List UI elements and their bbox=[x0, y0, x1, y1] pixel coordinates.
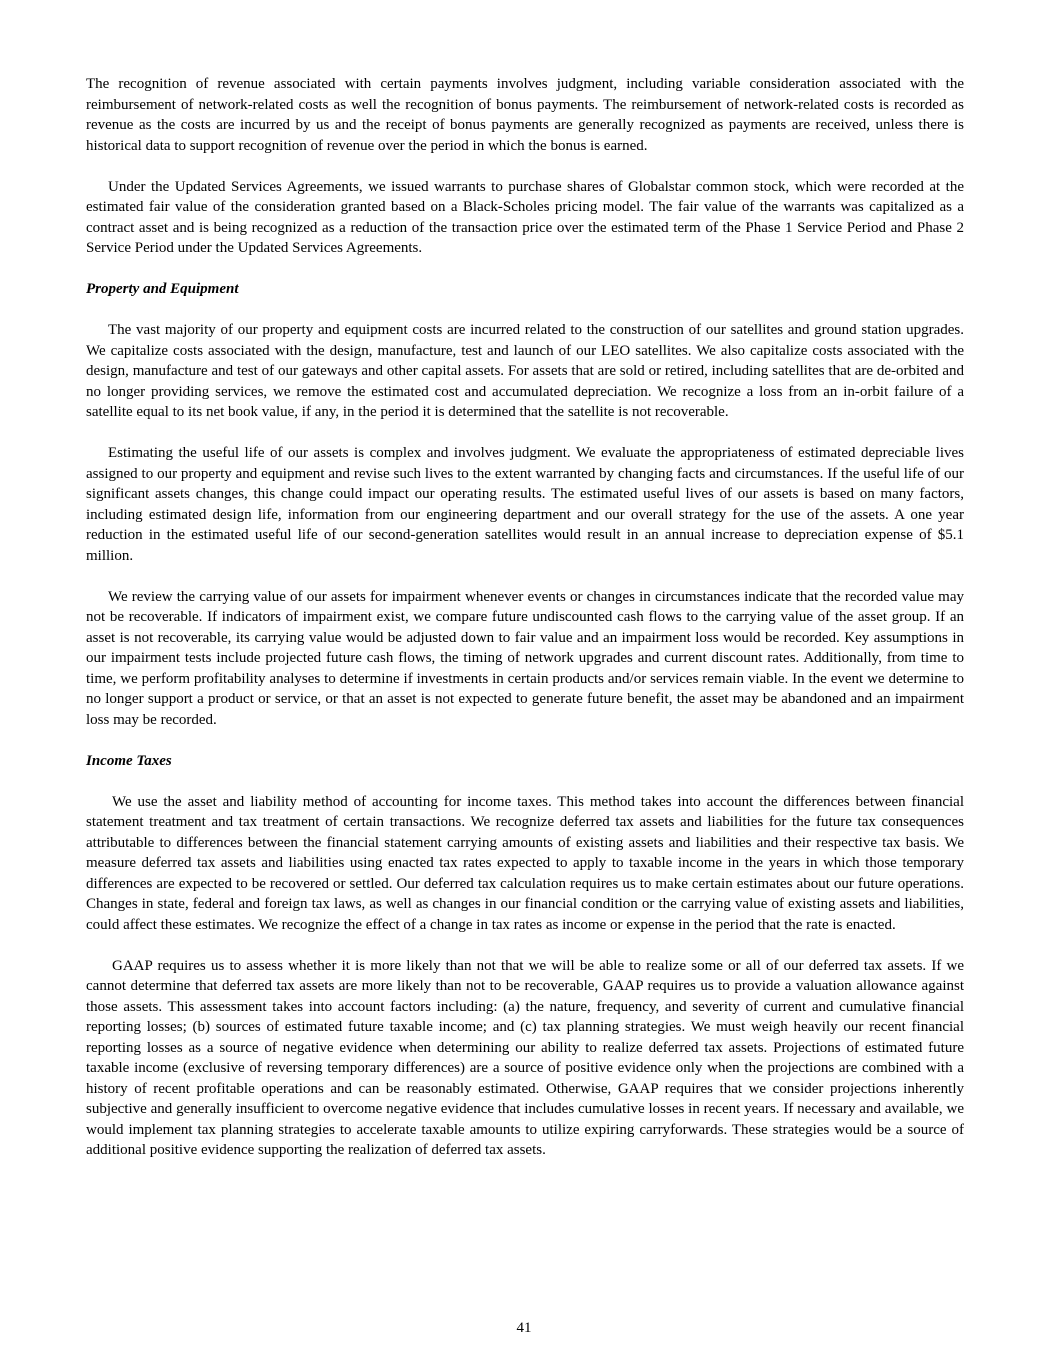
revenue-paragraph-2: Under the Updated Services Agreements, we issued warrants to purchase shares of Globalstar common stock, which were recorded at the estimated fair value of the consideration granted based on a Black-Scholes pricing model. The fair value of the warrants was capitalized as a contract asset and is being recognized as a reduction of the transaction price over the estimated term of the Phase 1 Service Period and Phase 2 Service Period under the Updated Services Agreements. bbox=[86, 178, 964, 256]
taxes-heading: Income Taxes bbox=[86, 752, 172, 769]
property-heading: Property and Equipment bbox=[86, 281, 239, 297]
property-paragraph-2: Estimating the useful life of our assets is complex and involves judgment. We evaluate the appropriateness of estimated depreciable lives assigned to our property and equipment and revise such lives to the extent warranted by changing facts and circumstances. If the useful life of our significant assets changes, this change could impact our operating results. The estimated useful lives of our assets is based on many factors, including estimated design life, information from our engineering department and our overall strategy for the use of the assets. A one year reduction in the estimated useful life of our second-generation satellites would result in an annual increase to depreciation expense of $5.1 million. bbox=[86, 445, 964, 564]
property-paragraph-3: We review the carrying value of our assets for impairment whenever events or changes in circumstances indicate that the recorded value may not be recoverable. If indicators of impairment exist, we compare future undiscounted cash flows to the carrying value of the asset group. If an asset is not recoverable, its carrying value would be adjusted down to fair value and an impairment loss would be recorded. Key assumptions in our impairment tests include projected future cash flows, the timing of network upgrades and current discount rates. Additionally, from time to time, we perform profitability analyses to determine if investments in certain products and/or services remain viable. In the event we determine to no longer support a product or service, or that an asset is not expected to generate future benefit, the asset may be abandoned and an impairment loss may be recorded. bbox=[86, 588, 964, 728]
page-number: 41 bbox=[516, 1320, 532, 1336]
revenue-paragraph-1: The recognition of revenue associated with certain payments involves judgment, including variable consideration associated with the reimbursement of network-related costs as well the recognition of bonus payments. The reimbursement of network-related costs is recorded as revenue as the costs are incurred by us and the receipt of bonus payments are generally recognized as payments are received, unless there is historical data to support recognition of revenue over the period in which the bonus is earned. bbox=[86, 76, 964, 154]
property-paragraph-1: The vast majority of our property and equipment costs are incurred related to the construction of our satellites and ground station upgrades. We capitalize costs associated with the design, manufacture, test and launch of our LEO satellites. We also capitalize costs associated with the design, manufacture and test of our gateways and other capital assets. For assets that are sold or retired, including satellites that are de-orbited and no longer providing services, we remove the estimated cost and accumulated depreciation. We recognize a loss from an in-orbit failure of a satellite equal to its net book value, if any, in the period it is determined that the satellite is not recoverable. bbox=[86, 322, 964, 420]
taxes-paragraph-1: We use the asset and liability method of accounting for income taxes. This method takes into account the differences between financial statement treatment and tax treatment of certain transactions. We recognize deferred tax assets and liabilities for the future tax consequences attributable to differences between the financial statement carrying amounts of existing assets and liabilities and their respective tax basis. We measure deferred tax assets and liabilities using enacted tax rates expected to apply to taxable income in the years in which those temporary differences are expected to be recovered or settled. Our deferred tax calculation requires us to make certain estimates about our future operations. Changes in state, federal and foreign tax laws, as well as changes in our financial condition or the carrying value of existing assets and liabilities, could affect these estimates. We recognize the effect of a change in tax rates as income or expense in the period that the rate is enacted. bbox=[86, 793, 964, 933]
document-page bbox=[86, 74, 964, 1181]
taxes-paragraph-2: GAAP requires us to assess whether it is more likely than not that we will be able to realize some or all of our deferred tax assets. If we cannot determine that deferred tax assets are more likely than not to be recoverable, GAAP requires us to provide a valuation allowance against those assets. This assessment takes into account factors including: (a) the nature, frequency, and severity of current and cumulative financial reporting losses; (b) sources of estimated future taxable income; and (c) tax planning strategies. We must weigh heavily our recent financial reporting losses as a source of negative evidence when determining our ability to realize deferred tax assets. Projections of estimated future taxable income (exclusive of reversing temporary differences) are a source of positive evidence only when the projections are combined with a history of recent profitable operations and can be reasonably estimated. Otherwise, GAAP requires that we consider projections inherently subjective and generally insufficient to overcome negative evidence that includes cumulative losses in recent years. If necessary and available, we would implement tax planning strategies to accelerate taxable amounts to utilize expiring carryforwards. These strategies would be a source of additional positive evidence supporting the realization of deferred tax assets. bbox=[86, 957, 964, 1158]
